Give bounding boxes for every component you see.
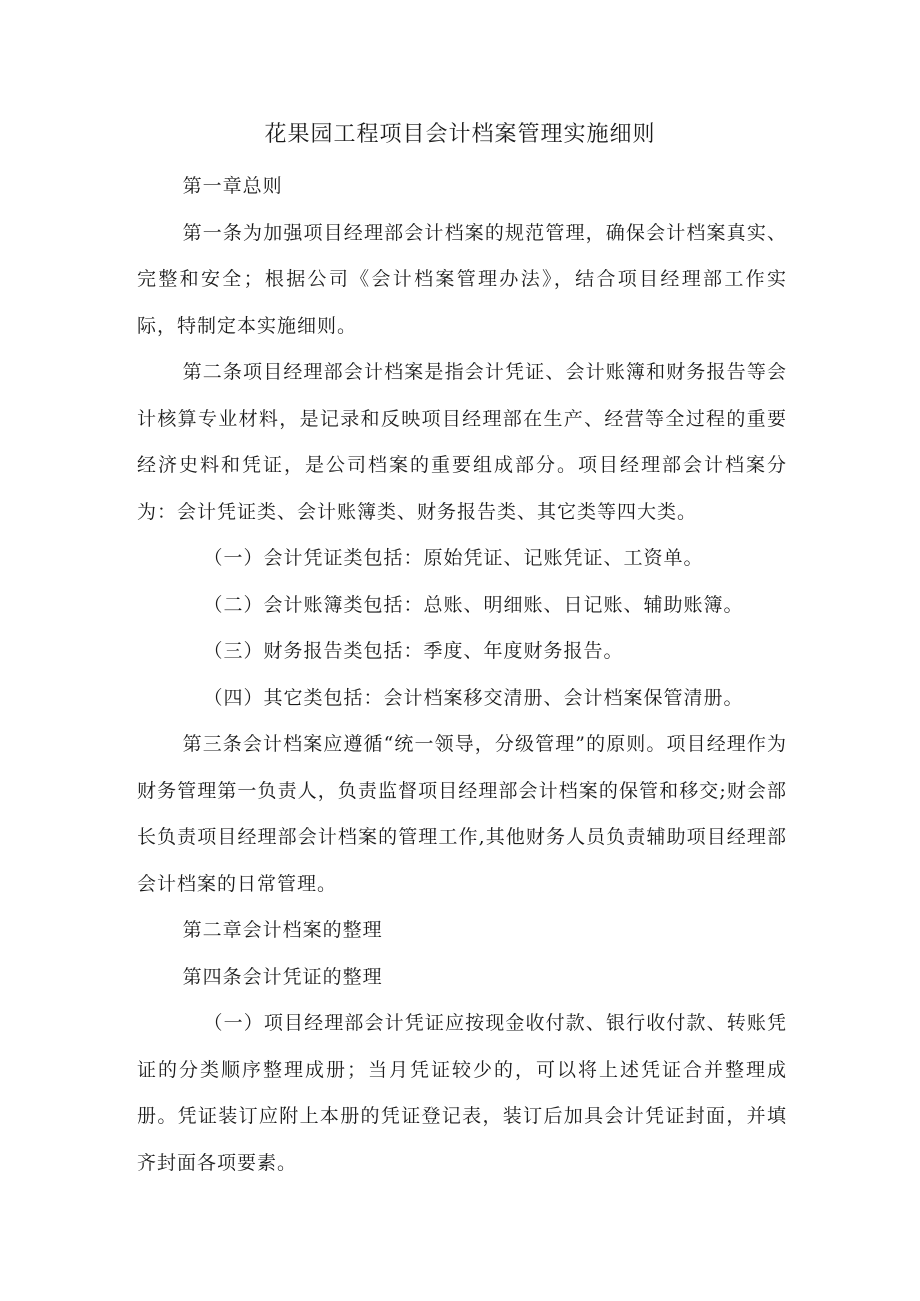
article-2-paragraph: 第二条项目经理部会计档案是指会计凭证、会计账簿和财务报告等会计核算专业材料，是记录和反映项目经理部在生产、经营等全过程的重要经济史料和凭证，是公司档案的重要组成部分。项目经理部会计档案分为：会计凭证类、会计账簿类、财务报告类、其它类等四大类。	[137, 361, 787, 523]
document-body	[137, 163, 787, 1186]
article-4-heading: 第四条会计凭证的整理	[182, 965, 383, 988]
article-3-paragraph: 第三条会计档案应遵循“统一领导，分级管理”的原则。项目经理作为财务管理第一负责人，负责监督项目经理部会计档案的保管和移交;财会部长负责项目经理部会计档案的管理工作,其他财务人员负责辅助项目经理部会计档案的日常管理。	[137, 733, 787, 895]
article-1-paragraph: 第一条为加强项目经理部会计档案的规范管理，确保会计档案真实、完整和安全；根据公司《会计档案管理办法》，结合项目经理部工作实际，特制定本实施细则。	[137, 221, 787, 337]
document-title: 花果园工程项目会计档案管理实施细则	[264, 122, 656, 147]
chapter-2-heading: 第二章会计档案的整理	[182, 919, 383, 941]
list-item-voucher: （一）会计凭证类包括：原始凭证、记账凭证、工资单。	[203, 547, 704, 569]
chapter-1-heading: 第一章总则	[182, 175, 283, 197]
list-item-ledger: （二）会计账簿类包括：总账、明细账、日记账、辅助账簿。	[203, 593, 744, 616]
list-item-report: （三）财务报告类包括：季度、年度财务报告。	[203, 640, 624, 662]
article-4-item-1: （一）项目经理部会计凭证应按现金收付款、银行收付款、转账凭证的分类顺序整理成册；当月凭证较少的，可以将上述凭证合并整理成册。凭证装订应附上本册的凭证登记表，装订后加具会计凭证封面，并填齐封面各项要素。	[137, 1012, 787, 1174]
list-item-other: （四）其它类包括：会计档案移交清册、会计档案保管清册。	[203, 686, 744, 709]
